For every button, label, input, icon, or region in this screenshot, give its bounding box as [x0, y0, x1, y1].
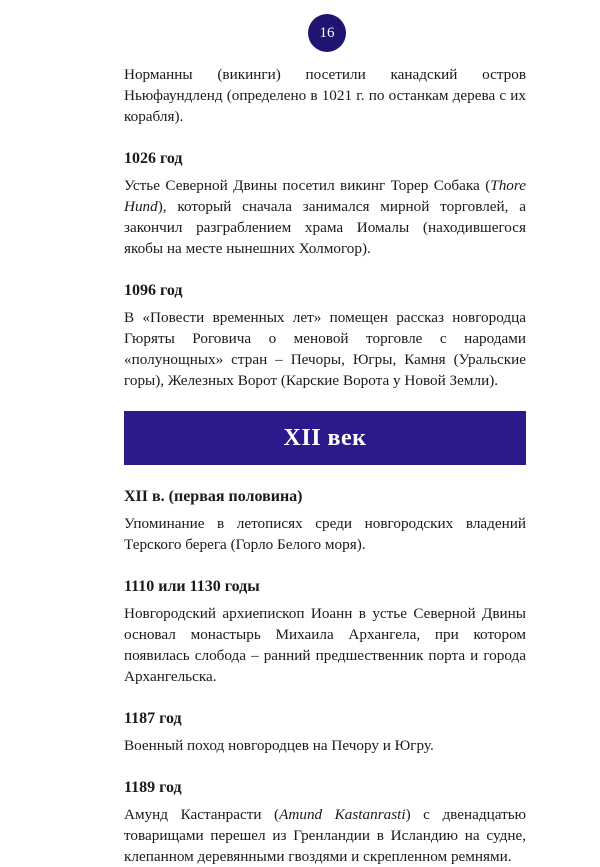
entry-text-1026-part-a: Устье Северной Двины посетил викинг Торер Собака (	[124, 177, 491, 194]
entry-text-12th-century: Упоминание в летописях среди новгородских владений Терского берега (Горло Белого моря).	[124, 515, 526, 553]
page-number-badge: 16	[308, 14, 346, 52]
entry-text-1026	[124, 175, 526, 259]
entry-text-1189-italic: Amund Kastanrasti	[279, 806, 406, 823]
entry-year-1096: 1096 год	[124, 282, 183, 299]
entry-text-1026-italic: Thore Hund	[124, 177, 526, 215]
entry-year-1110-1130: 1110 или 1130 годы	[124, 578, 260, 595]
entry-year-1189: 1189 год	[124, 779, 182, 796]
page-content	[124, 64, 526, 867]
entry-text-1189-part-a: Амунд Кастанрасти (	[124, 806, 280, 823]
intro-paragraph: Норманны (викинги) посетили канадский остров Ньюфаундленд (определено в 1021 г. по останкам дерева с их корабля).	[124, 66, 526, 125]
entry-text-1096: В «Повести временных лет» помещен рассказ новгородца Гюряты Роговича о меновой торговле с народами «полунощных» стран – Печоры, Югры, Камня (Уральские горы), Железных Ворот (Карские Ворота у Новой Земли).	[124, 309, 526, 389]
entry-text-1189-part-b: ) с двенадцатью товарищами перешел из Гренландии в Исландию на судне, клепанном деревянными гвоздями и скрепленном ремнями.	[124, 806, 526, 865]
entry-text-1187: Военный поход новгородцев на Печору и Югру.	[124, 737, 434, 754]
entry-text-1110-1130: Новгородский архиепископ Иоанн в устье Северной Двины основал монастырь Михаила Архангела, при котором появилась слобода – ранний предшественник порта и города Архангельска.	[124, 605, 526, 685]
entry-year-12th-century: XII в. (первая половина)	[124, 488, 303, 505]
entry-year-1187: 1187 год	[124, 710, 182, 727]
section-header-band: XII век	[124, 411, 526, 465]
entry-year-1026: 1026 год	[124, 150, 183, 167]
entry-text-1189	[124, 804, 526, 867]
entry-text-1026-part-b: ), который сначала занимался мирной торговлей, а закончил разграблением храма Иомалы (находившегося якобы на месте нынешних Холмогор).	[124, 198, 526, 257]
